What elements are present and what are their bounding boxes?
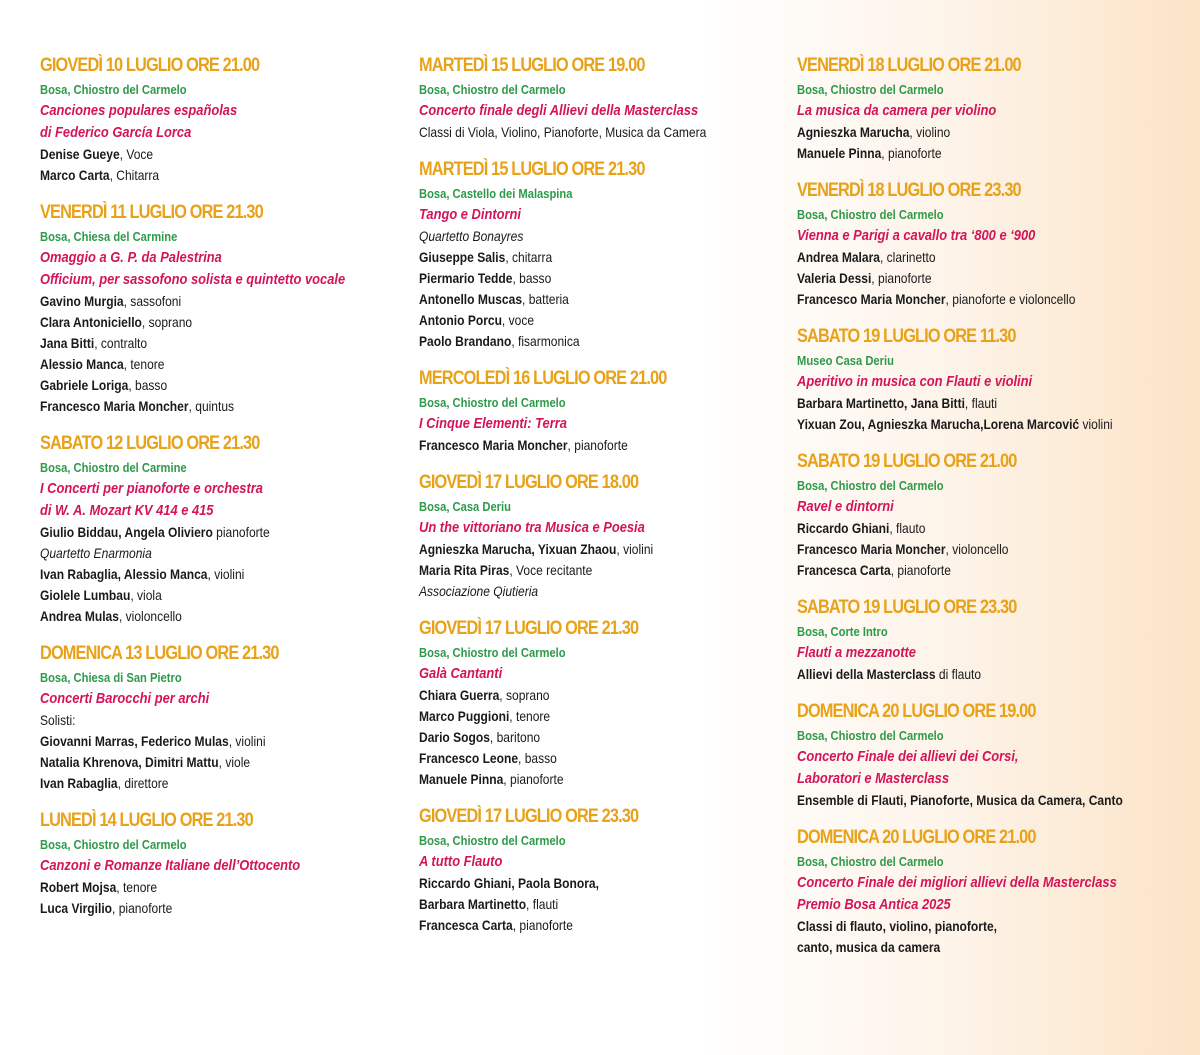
performer-line: [419, 915, 729, 936]
performer-name: Giolele Lumbau: [40, 587, 131, 603]
event-title: Concerti Barocchi per archi: [40, 690, 210, 707]
event-title: Concerto Finale dei migliori allievi della Masterclass: [797, 874, 1117, 891]
performer-name: Francesco Maria Moncher: [797, 541, 946, 557]
event-date: GIOVEDÌ 10 LUGLIO ORE 21.00: [40, 55, 260, 76]
performer-role: , sassofoni: [123, 293, 182, 309]
performer-name: Ivan Rabaglia, Alessio Manca: [40, 566, 208, 582]
event-block: [419, 365, 779, 456]
performer-role: , quintus: [188, 398, 235, 414]
performer-name: Francesco Leone: [419, 750, 519, 766]
performer-name: Marco Puggioni: [419, 708, 510, 724]
performer-name: Manuele Pinna: [797, 145, 882, 161]
performer-role: , pianoforte e violoncello: [945, 291, 1076, 307]
event-venue: Bosa, Chiostro del Carmelo: [419, 395, 566, 410]
performer-name: Natalia Khrenova, Dimitri Mattu: [40, 754, 219, 770]
performer-name: Antonio Porcu: [419, 312, 502, 328]
event-venue: Bosa, Chiesa di San Pietro: [40, 670, 182, 685]
performer-role: , viola: [130, 587, 162, 603]
performer-name: Luca Virgilio: [40, 900, 113, 916]
event-title: Galà Cantanti: [419, 665, 503, 682]
performer-line: [419, 122, 729, 143]
event-venue: Bosa, Corte Intro: [797, 624, 888, 639]
performer-line: [40, 165, 350, 186]
event-title: Canciones populares españolas: [40, 102, 238, 119]
event-title: Omaggio a G. P. da Palestrina: [40, 249, 222, 266]
performer-line: [40, 752, 350, 773]
performer-line: [419, 560, 729, 581]
event-date: DOMENICA 20 LUGLIO ORE 21.00: [797, 827, 1036, 848]
event-block: [419, 615, 779, 790]
performer-line: [797, 122, 1137, 143]
performer-line: [40, 606, 350, 627]
performer-role: Classi di Viola, Violino, Pianoforte, Musica da Camera: [419, 124, 707, 140]
performer-role: , clarinetto: [879, 249, 936, 265]
performer-role: , Voce recitante: [509, 562, 593, 578]
performer-name: Maria Rita Piras: [419, 562, 510, 578]
performer-name: Francesca Carta: [419, 917, 513, 933]
performer-role: , fisarmonica: [511, 333, 580, 349]
performer-name: Marco Carta: [40, 167, 110, 183]
performer-line: [419, 289, 729, 310]
performer-name: Antonello Muscas: [419, 291, 523, 307]
event-venue: Bosa, Chiostro del Carmelo: [419, 82, 566, 97]
performer-name: Gabriele Loriga: [40, 377, 129, 393]
performer-line: [797, 518, 1137, 539]
event-date: SABATO 19 LUGLIO ORE 11.30: [797, 326, 1016, 347]
event-block: [797, 448, 1192, 581]
performer-role: , pianoforte: [567, 437, 628, 453]
performer-role: , basso: [512, 270, 552, 286]
performer-name: Andrea Malara: [797, 249, 880, 265]
performer-line: [419, 268, 729, 289]
event-date: MARTEDÌ 15 LUGLIO ORE 19.00: [419, 55, 645, 76]
event-venue: Bosa, Chiostro del Carmelo: [797, 728, 944, 743]
performer-name: Allievi della Masterclass: [797, 666, 936, 682]
event-block: [797, 323, 1192, 435]
event-venue: Bosa, Chiostro del Carmelo: [40, 82, 187, 97]
event-venue: Bosa, Castello dei Malaspina: [419, 186, 573, 201]
event-date: SABATO 19 LUGLIO ORE 21.00: [797, 451, 1017, 472]
column-1: [40, 52, 400, 932]
event-block: [40, 52, 400, 186]
performer-role: , tenore: [509, 708, 551, 724]
performer-role: , pianoforte: [503, 771, 564, 787]
ensemble-name: Quartetto Enarmonia: [40, 545, 152, 561]
event-title: Ravel e dintorni: [797, 498, 894, 515]
performer-role: di flauto: [935, 666, 982, 682]
performer-line: [40, 522, 350, 543]
performer-line: [797, 143, 1137, 164]
performer-name: Valeria Dessi: [797, 270, 872, 286]
event-venue: Bosa, Chiostro del Carmelo: [797, 207, 944, 222]
event-venue: Bosa, Chiostro del Carmine: [40, 460, 187, 475]
performer-line: [40, 291, 350, 312]
performer-role: , pianoforte: [112, 900, 173, 916]
event-date: GIOVEDÌ 17 LUGLIO ORE 21.30: [419, 618, 639, 639]
event-title: A tutto Flauto: [419, 853, 503, 870]
performer-role: , direttore: [117, 775, 169, 791]
event-title: di Federico García Lorca: [40, 124, 192, 141]
event-block: [797, 594, 1192, 685]
performer-role: , pianoforte: [890, 562, 951, 578]
performer-role: Solisti:: [40, 712, 76, 728]
performer-role: , basso: [128, 377, 168, 393]
performer-name: Chiara Guerra: [419, 687, 500, 703]
event-venue: Bosa, Chiostro del Carmelo: [40, 837, 187, 852]
event-date: VENERDÌ 18 LUGLIO ORE 23.30: [797, 180, 1021, 201]
performer-name: Riccardo Ghiani: [797, 520, 890, 536]
event-title: La musica da camera per violino: [797, 102, 997, 119]
performer-name: Agnieszka Marucha, Yixuan Zhaou: [419, 541, 617, 557]
event-title: Laboratori e Masterclass: [797, 770, 950, 787]
event-title: Aperitivo in musica con Flauti e violini: [797, 373, 1033, 390]
event-title: Concerto Finale dei allievi dei Corsi,: [797, 748, 1019, 765]
performer-name: Ivan Rabaglia: [40, 775, 118, 791]
event-venue: Bosa, Casa Deriu: [419, 499, 511, 514]
event-title: Tango e Dintorni: [419, 206, 522, 223]
performer-name: Robert Mojsa: [40, 879, 117, 895]
performer-line: [797, 539, 1137, 560]
event-title: Concerto finale degli Allievi della Masterclass: [419, 102, 699, 119]
ensemble-name: Associazione Qiutieria: [419, 583, 539, 599]
performer-line: [419, 685, 729, 706]
event-title: I Cinque Elementi: Terra: [419, 415, 567, 432]
performer-name: Andrea Mulas: [40, 608, 119, 624]
performer-line: [419, 873, 729, 894]
performer-role: pianoforte: [212, 524, 270, 540]
event-block: [797, 698, 1192, 811]
performer-name: Alessio Manca: [40, 356, 124, 372]
event-title: Un the vittoriano tra Musica e Poesia: [419, 519, 645, 536]
performer-name: Francesca Carta: [797, 562, 891, 578]
column-3: [797, 52, 1192, 971]
performer-role: , basso: [518, 750, 557, 766]
performer-line: [40, 144, 350, 165]
event-block: [419, 803, 779, 936]
performer-line: [419, 539, 729, 560]
performer-role: , soprano: [499, 687, 550, 703]
event-block: [40, 807, 400, 919]
event-date: MERCOLEDÌ 16 LUGLIO ORE 21.00: [419, 368, 667, 389]
performer-role: , violoncello: [118, 608, 182, 624]
performer-name: Gavino Murgia: [40, 293, 124, 309]
performer-name: Francesco Maria Moncher: [40, 398, 189, 414]
performer-role: , pianoforte: [881, 145, 942, 161]
performer-line: [419, 706, 729, 727]
performer-line: [419, 748, 729, 769]
performer-name: Classi di flauto, violino, pianoforte,: [797, 918, 998, 934]
performer-role: , contralto: [94, 335, 148, 351]
performer-line: [40, 375, 350, 396]
event-venue: Bosa, Chiostro del Carmelo: [797, 854, 944, 869]
performer-role: , baritono: [489, 729, 541, 745]
event-title: Officium, per sassofono solista e quintetto vocale: [40, 271, 346, 288]
performer-name: Yixuan Zou, Agnieszka Marucha,Lorena Marcović: [797, 416, 1080, 432]
performer-name: Giovanni Marras, Federico Mulas: [40, 733, 229, 749]
performer-line: [797, 916, 1137, 937]
performer-role: , violini: [228, 733, 266, 749]
performer-role: , violini: [207, 566, 245, 582]
event-date: GIOVEDÌ 17 LUGLIO ORE 18.00: [419, 472, 639, 493]
event-date: VENERDÌ 11 LUGLIO ORE 21.30: [40, 202, 263, 223]
performer-line: [419, 769, 729, 790]
performer-role: violini: [1079, 416, 1113, 432]
performer-role: , flauto: [889, 520, 926, 536]
performer-line: [419, 727, 729, 748]
event-block: [797, 52, 1192, 164]
ensemble-name: Quartetto Bonayres: [419, 228, 524, 244]
performer-line: [797, 664, 1137, 685]
performer-role: , voce: [501, 312, 535, 328]
performer-line: [40, 564, 350, 585]
performer-name: Barbara Martinetto, Jana Bitti: [797, 395, 965, 411]
event-venue: Bosa, Chiostro del Carmelo: [419, 833, 566, 848]
performer-line: [797, 790, 1137, 811]
performer-role: , pianoforte: [512, 917, 573, 933]
performer-role: , batteria: [522, 291, 569, 307]
event-date: DOMENICA 20 LUGLIO ORE 19.00: [797, 701, 1036, 722]
performer-line: [419, 894, 729, 915]
event-venue: Bosa, Chiesa del Carmine: [40, 229, 178, 244]
performer-name: Francesco Maria Moncher: [419, 437, 568, 453]
performer-role: , flauti: [964, 395, 998, 411]
performer-line: [797, 937, 1137, 958]
event-block: [797, 177, 1192, 310]
event-date: VENERDÌ 18 LUGLIO ORE 21.00: [797, 55, 1021, 76]
performer-role: , violoncello: [945, 541, 1009, 557]
performer-line: [797, 247, 1137, 268]
event-date: GIOVEDÌ 17 LUGLIO ORE 23.30: [419, 806, 639, 827]
performer-line: [40, 333, 350, 354]
performer-role: , viole: [218, 754, 251, 770]
performer-name: Clara Antoniciello: [40, 314, 142, 330]
event-title: Premio Bosa Antica 2025: [797, 896, 951, 913]
event-title: I Concerti per pianoforte e orchestra: [40, 480, 263, 497]
event-block: [419, 156, 779, 352]
performer-name: Giulio Biddau, Angela Oliviero: [40, 524, 213, 540]
performer-name: Dario Sogos: [419, 729, 490, 745]
performer-role: , pianoforte: [871, 270, 932, 286]
performer-name: Riccardo Ghiani, Paola Bonora,: [419, 875, 599, 891]
event-venue: Bosa, Chiostro del Carmelo: [419, 645, 566, 660]
performer-role: , violino: [909, 124, 951, 140]
event-block: [797, 824, 1192, 958]
performer-role: , chitarra: [505, 249, 553, 265]
performer-role: , soprano: [141, 314, 193, 330]
performer-name: Manuele Pinna: [419, 771, 504, 787]
performer-role: , tenore: [116, 879, 158, 895]
performer-line: [419, 331, 729, 352]
event-date: DOMENICA 13 LUGLIO ORE 21.30: [40, 643, 279, 664]
performer-line: [419, 435, 729, 456]
performer-role: , tenore: [123, 356, 165, 372]
performer-role: , violini: [616, 541, 654, 557]
performer-name: Jana Bitti: [40, 335, 95, 351]
performer-line: [40, 710, 350, 731]
performer-line: [797, 393, 1137, 414]
performer-line: [40, 773, 350, 794]
performer-line: [797, 414, 1137, 435]
performer-role: , Chitarra: [109, 167, 160, 183]
event-block: [40, 640, 400, 794]
event-venue: Bosa, Chiostro del Carmelo: [797, 82, 944, 97]
event-block: [40, 199, 400, 417]
performer-line: [797, 268, 1137, 289]
event-title: Flauti a mezzanotte: [797, 644, 916, 661]
event-title: di W. A. Mozart KV 414 e 415: [40, 502, 214, 519]
performer-name: Piermario Tedde: [419, 270, 513, 286]
performer-line: [40, 877, 350, 898]
performer-role: , Voce: [119, 146, 154, 162]
performer-line: [40, 585, 350, 606]
performer-name: Barbara Martinetto: [419, 896, 527, 912]
event-date: MARTEDÌ 15 LUGLIO ORE 21.30: [419, 159, 645, 180]
performer-line: [40, 396, 350, 417]
event-date: SABATO 19 LUGLIO ORE 23.30: [797, 597, 1017, 618]
event-block: [40, 430, 400, 627]
performer-line: [40, 312, 350, 333]
event-block: [419, 52, 779, 143]
performer-line: [40, 731, 350, 752]
performer-name: Ensemble di Flauti, Pianoforte, Musica da Camera, Canto: [797, 792, 1123, 808]
event-title: Canzoni e Romanze Italiane dell’Ottocento: [40, 857, 301, 874]
performer-line: [40, 898, 350, 919]
event-date: SABATO 12 LUGLIO ORE 21.30: [40, 433, 260, 454]
event-venue: Museo Casa Deriu: [797, 353, 894, 368]
column-2: [419, 52, 779, 949]
performer-name: Paolo Brandano: [419, 333, 512, 349]
performer-line: [419, 310, 729, 331]
performer-line: [797, 289, 1137, 310]
performer-line: [40, 354, 350, 375]
performer-name: Agnieszka Marucha: [797, 124, 910, 140]
performer-name: Giuseppe Salis: [419, 249, 506, 265]
performer-name: Denise Gueye: [40, 146, 120, 162]
performer-role: , flauti: [526, 896, 559, 912]
event-title: Vienna e Parigi a cavallo tra ‘800 e ‘900: [797, 227, 1036, 244]
event-date: LUNEDÌ 14 LUGLIO ORE 21.30: [40, 810, 253, 831]
performer-line: [797, 560, 1137, 581]
event-venue: Bosa, Chiostro del Carmelo: [797, 478, 944, 493]
event-block: [419, 469, 779, 602]
performer-line: [419, 247, 729, 268]
performer-name: Francesco Maria Moncher: [797, 291, 946, 307]
performer-name: canto, musica da camera: [797, 939, 941, 955]
